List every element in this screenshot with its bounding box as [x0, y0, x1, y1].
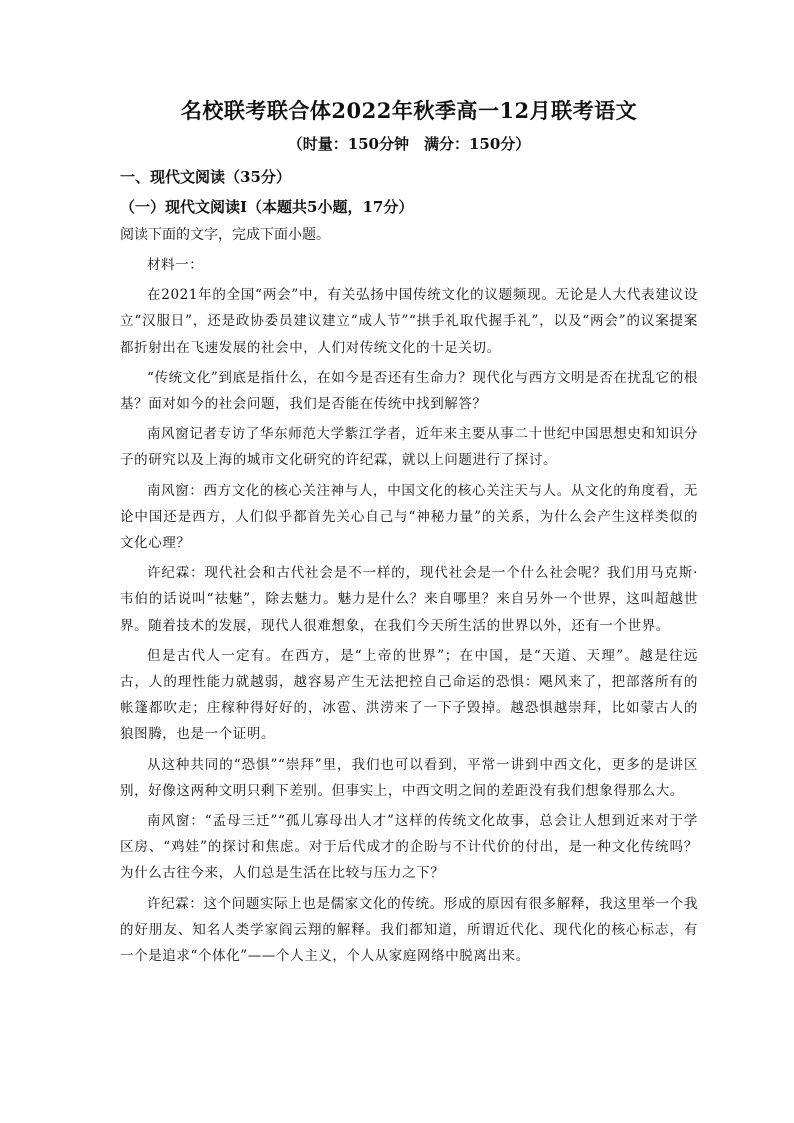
- paragraph: 但是古代人一定有。在西方，是“上帝的世界”；在中国，是“天道、天理”。越是往远古，人的理性能力就越弱，越容易产生无法把控自己命运的恐惧：飓风来了，把部落所有的帐篷都吹走；庄稼种得好好的，冰雹、洪涝来了一下子毁掉。越恐惧越崇拜，比如蒙古人的狼图腾，也是一个证明。: [120, 647, 698, 743]
- exam-duration-score: （时量：150分钟 满分：150分）: [287, 135, 531, 153]
- reading-material: [120, 252, 698, 969]
- paragraph: 在2021年的全国“两会”中，有关弘扬中国传统文化的议题频现。无论是人大代表建议设立“汉服日”，还是政协委员建议建立“成人节”“拱手礼取代握手礼”，以及“两会”的议案提案都折射出在飞速发展的社会中，人们对传统文化的十足关切。: [120, 287, 698, 356]
- section-heading: 一、现代文阅读（35分）: [120, 168, 291, 186]
- paragraph: 材料一：: [147, 257, 204, 273]
- paragraph: 从这种共同的“恐惧”“崇拜”里，我们也可以看到，平常一讲到中西文化，更多的是讲区别，好像这两种文明只剩下差别。但事实上，中西文明之间的差距没有我们想象得那么大。: [120, 756, 698, 799]
- paragraph: 南风窗：“孟母三迁”“孤儿寡母出人才”这样的传统文化故事，总会让人想到近来对于学区房、“鸡娃”的探讨和焦虑。对于后代成才的企盼与不计代价的付出，是一种文化传统吗？为什么古往今来，人们总是生活在比较与压力之下？: [120, 813, 698, 882]
- paragraph: 南风窗记者专访了华东师范大学紫江学者，近年来主要从事二十世纪中国思想史和知识分子的研究以及上海的城市文化研究的许纪霖，就以上问题进行了探讨。: [120, 426, 698, 469]
- paragraph: 南风窗：西方文化的核心关注神与人，中国文化的核心关注天与人。从文化的角度看，无论中国还是西方，人们似乎都首先关心自己与“神秘力量”的关系，为什么会产生这样类似的文化心理？: [120, 482, 698, 552]
- paragraph: “传统文化”到底是指什么，在如今是否还有生命力？现代化与西方文明是否在扰乱它的根基？面对如今的社会问题，我们是否能在传统中找到解答？: [120, 369, 698, 413]
- paragraph: 许纪霖：这个问题实际上也是儒家文化的传统。形成的原因有很多解释，我这里举一个我的好朋友、知名人类学家阎云翔的解释。我们都知道，所谓近代化、现代化的核心标志，有一个是追求“个体化”——个人主义，个人从家庭网络中脱离出来。: [120, 895, 698, 965]
- document-title: 名校联考联合体2022年秋季高一12月联考语文: [180, 98, 638, 123]
- subsection-heading: （一）现代文阅读Ⅰ（本题共5小题，17分）: [120, 198, 414, 216]
- paragraph: 许纪霖：现代社会和古代社会是不一样的，现代社会是一个什么社会呢？我们用马克斯·韦伯的话说叫“祛魅”，除去魅力。魅力是什么？来自哪里？来自另外一个世界，这叫超越世界。随着技术的发展，现代人很难想象，在我们今天所生活的世界以外，还有一个世界。: [120, 565, 698, 634]
- reading-instruction: 阅读下面的文字，完成下面小题。: [120, 227, 330, 243]
